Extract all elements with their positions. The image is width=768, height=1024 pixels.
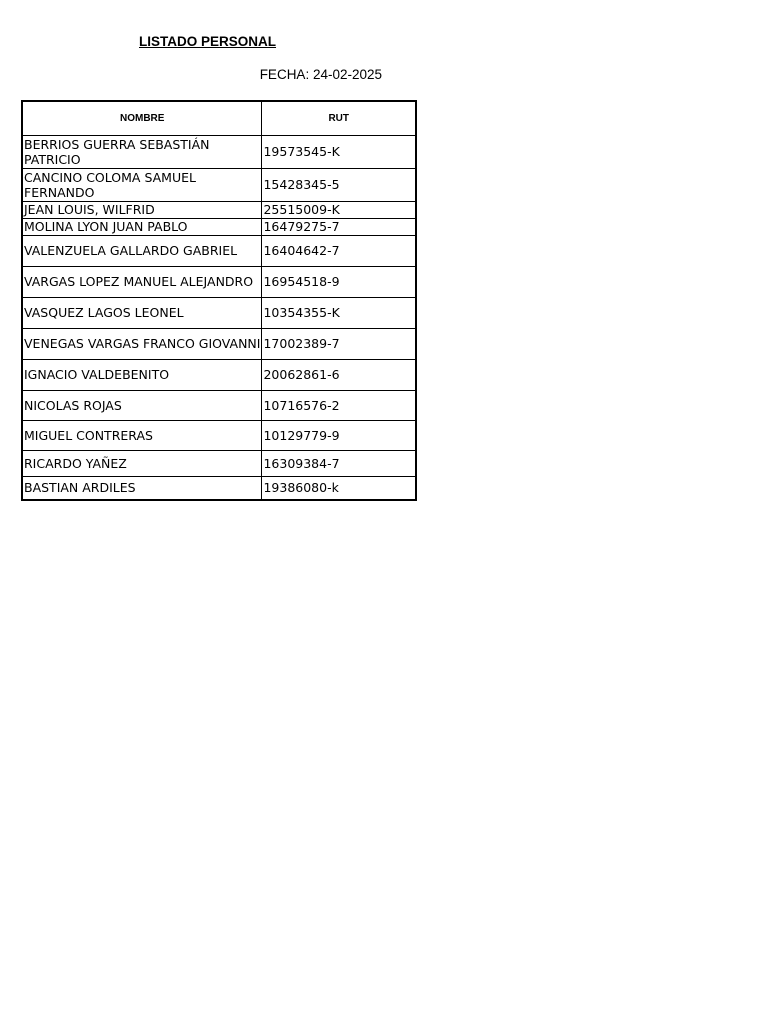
table-row	[22, 390, 416, 420]
cell-name: IGNACIO VALDEBENITO	[22, 359, 262, 390]
table-row	[22, 201, 416, 218]
cell-rut: 16309384-7	[262, 450, 416, 476]
cell-name: MIGUEL CONTRERAS	[22, 420, 262, 450]
cell-rut: 10129779-9	[262, 420, 416, 450]
cell-rut: 20062861-6	[262, 359, 416, 390]
table-row	[22, 218, 416, 235]
table-row	[22, 235, 416, 266]
header-rut: RUT	[262, 101, 416, 135]
personnel-table-body	[22, 101, 416, 500]
cell-name: CANCINO COLOMA SAMUEL FERNANDO	[22, 168, 262, 201]
cell-name: VALENZUELA GALLARDO GABRIEL	[22, 235, 262, 266]
table-row	[22, 476, 416, 500]
table-row	[22, 297, 416, 328]
table-header-row	[22, 101, 416, 135]
cell-name: JEAN LOUIS, WILFRID	[22, 201, 262, 218]
cell-rut: 10354355-K	[262, 297, 416, 328]
cell-rut: 15428345-5	[262, 168, 416, 201]
cell-rut: 25515009-K	[262, 201, 416, 218]
cell-name: VARGAS LOPEZ MANUEL ALEJANDRO	[22, 266, 262, 297]
table-row	[22, 328, 416, 359]
cell-rut: 16954518-9	[262, 266, 416, 297]
cell-rut: 17002389-7	[262, 328, 416, 359]
cell-rut: 16479275-7	[262, 218, 416, 235]
cell-name: VENEGAS VARGAS FRANCO GIOVANNI	[22, 328, 262, 359]
cell-rut: 19573545-K	[262, 135, 416, 168]
cell-name: RICARDO YAÑEZ	[22, 450, 262, 476]
cell-name: NICOLAS ROJAS	[22, 390, 262, 420]
document-date: FECHA: 24-02-2025	[259, 67, 382, 82]
table-row	[22, 450, 416, 476]
cell-rut: 10716576-2	[262, 390, 416, 420]
cell-name: VASQUEZ LAGOS LEONEL	[22, 297, 262, 328]
personnel-table	[21, 100, 417, 501]
table-row	[22, 168, 416, 201]
header-name: NOMBRE	[22, 101, 262, 135]
table-row	[22, 420, 416, 450]
cell-rut: 19386080-k	[262, 476, 416, 500]
document-title: LISTADO PERSONAL	[139, 34, 277, 49]
cell-name: BASTIAN ARDILES	[22, 476, 262, 500]
table-row	[22, 266, 416, 297]
cell-name: MOLINA LYON JUAN PABLO	[22, 218, 262, 235]
table-row	[22, 359, 416, 390]
table-row	[22, 135, 416, 168]
cell-name: BERRIOS GUERRA SEBASTIÁN PATRICIO	[22, 135, 262, 168]
cell-rut: 16404642-7	[262, 235, 416, 266]
